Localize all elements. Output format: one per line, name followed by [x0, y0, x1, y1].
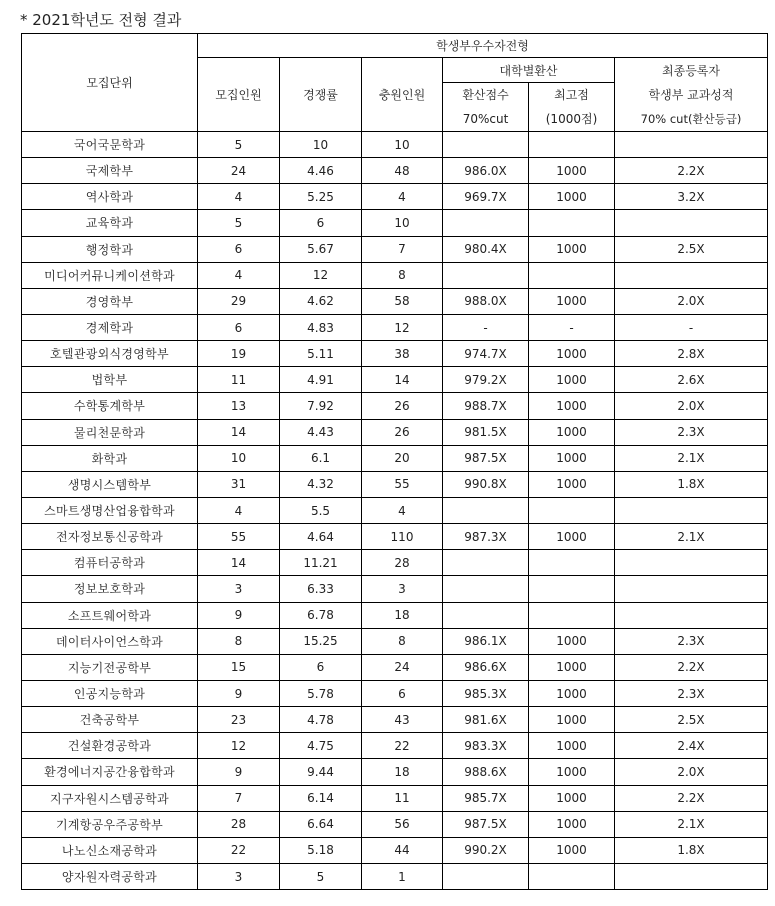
cell-unit: 소프트웨어학과	[22, 602, 198, 628]
cell-max-score: 1000	[529, 367, 615, 393]
cell-quota: 7	[198, 785, 280, 811]
cell-quota: 11	[198, 367, 280, 393]
cell-converted-score: 983.3X	[443, 733, 529, 759]
table-row	[22, 367, 768, 393]
cell-final-grade: 2.2X	[615, 158, 768, 184]
cell-competition: 12	[280, 262, 362, 288]
cell-competition: 5.18	[280, 837, 362, 863]
cell-additional: 110	[362, 524, 443, 550]
cell-unit: 역사학과	[22, 184, 198, 210]
cell-quota: 23	[198, 707, 280, 733]
cell-converted-score	[443, 132, 529, 158]
header-program: 학생부우수자전형	[198, 34, 768, 58]
cell-max-score: 1000	[529, 184, 615, 210]
cell-converted-score: 986.1X	[443, 628, 529, 654]
cell-max-score: 1000	[529, 471, 615, 497]
cell-competition: 4.83	[280, 314, 362, 340]
cell-additional: 7	[362, 236, 443, 262]
cell-final-grade: 3.2X	[615, 184, 768, 210]
table-row	[22, 236, 768, 262]
cell-final-grade: 2.3X	[615, 419, 768, 445]
cell-quota: 13	[198, 393, 280, 419]
cell-converted-score: 985.7X	[443, 785, 529, 811]
cell-quota: 5	[198, 210, 280, 236]
cell-competition: 4.46	[280, 158, 362, 184]
cell-converted-score: 987.5X	[443, 445, 529, 471]
cell-quota: 10	[198, 445, 280, 471]
cell-converted-score: 980.4X	[443, 236, 529, 262]
cell-max-score	[529, 210, 615, 236]
cell-final-grade	[615, 132, 768, 158]
cell-unit: 스마트생명산업융합학과	[22, 497, 198, 523]
cell-unit: 양자원자력공학과	[22, 863, 198, 889]
cell-final-grade: 2.3X	[615, 680, 768, 706]
cell-converted-score: 986.6X	[443, 654, 529, 680]
cell-unit: 나노신소재공학과	[22, 837, 198, 863]
table-row	[22, 628, 768, 654]
cell-converted-score	[443, 576, 529, 602]
cell-max-score: 1000	[529, 837, 615, 863]
cell-competition: 4.32	[280, 471, 362, 497]
cell-competition: 5.67	[280, 236, 362, 262]
cell-competition: 6.78	[280, 602, 362, 628]
cell-final-grade: 2.4X	[615, 733, 768, 759]
cell-max-score: -	[529, 314, 615, 340]
cell-max-score: 1000	[529, 811, 615, 837]
cell-competition: 15.25	[280, 628, 362, 654]
cell-max-score: 1000	[529, 524, 615, 550]
cell-converted-score: 988.0X	[443, 288, 529, 314]
cell-unit: 전자정보통신공학과	[22, 524, 198, 550]
cell-unit: 건설환경공학과	[22, 733, 198, 759]
cell-final-grade: 2.5X	[615, 707, 768, 733]
cell-converted-score: 987.5X	[443, 811, 529, 837]
cell-max-score: 1000	[529, 759, 615, 785]
cell-unit: 지구자원시스템공학과	[22, 785, 198, 811]
cell-converted-score: 974.7X	[443, 341, 529, 367]
table-row	[22, 759, 768, 785]
cell-max-score: 1000	[529, 393, 615, 419]
cell-converted-score: 987.3X	[443, 524, 529, 550]
cell-max-score: 1000	[529, 785, 615, 811]
cell-max-score: 1000	[529, 288, 615, 314]
cell-max-score: 1000	[529, 158, 615, 184]
cell-competition: 6	[280, 210, 362, 236]
cell-additional: 18	[362, 759, 443, 785]
cell-final-grade	[615, 863, 768, 889]
cell-final-grade	[615, 602, 768, 628]
cell-quota: 31	[198, 471, 280, 497]
cell-unit: 경제학과	[22, 314, 198, 340]
cell-quota: 8	[198, 628, 280, 654]
cell-competition: 4.75	[280, 733, 362, 759]
table-row	[22, 550, 768, 576]
table-row	[22, 733, 768, 759]
cell-competition: 5.78	[280, 680, 362, 706]
cell-additional: 10	[362, 210, 443, 236]
cell-additional: 18	[362, 602, 443, 628]
cell-converted-score: 988.6X	[443, 759, 529, 785]
table-row	[22, 497, 768, 523]
table-row	[22, 602, 768, 628]
header-final-line3: 70% cut(환산등급)	[640, 111, 742, 126]
cell-max-score	[529, 602, 615, 628]
cell-additional: 26	[362, 393, 443, 419]
cell-converted-score: 979.2X	[443, 367, 529, 393]
cell-quota: 55	[198, 524, 280, 550]
cell-final-grade: 2.1X	[615, 811, 768, 837]
cell-competition: 5	[280, 863, 362, 889]
cell-additional: 14	[362, 367, 443, 393]
table-row	[22, 158, 768, 184]
cell-competition: 4.91	[280, 367, 362, 393]
cell-converted-score: 969.7X	[443, 184, 529, 210]
page-title: * 2021학년도 전형 결과	[20, 11, 182, 29]
cell-converted-score	[443, 262, 529, 288]
cell-max-score: 1000	[529, 628, 615, 654]
cell-competition: 4.78	[280, 707, 362, 733]
table-row	[22, 184, 768, 210]
cell-additional: 8	[362, 628, 443, 654]
cell-quota: 19	[198, 341, 280, 367]
cell-final-grade: 2.2X	[615, 785, 768, 811]
table-row	[22, 863, 768, 889]
header-additional: 충원인원	[362, 58, 443, 132]
header-quota: 모집인원	[198, 58, 280, 132]
header-final-grade	[615, 58, 768, 132]
cell-quota: 4	[198, 262, 280, 288]
cell-quota: 5	[198, 132, 280, 158]
cell-final-grade: 1.8X	[615, 471, 768, 497]
cell-unit: 건축공학부	[22, 707, 198, 733]
table-row	[22, 471, 768, 497]
cell-unit: 국어국문학과	[22, 132, 198, 158]
cell-converted-score	[443, 210, 529, 236]
cell-final-grade: -	[615, 314, 768, 340]
cell-unit: 미디어커뮤니케이션학과	[22, 262, 198, 288]
cell-additional: 55	[362, 471, 443, 497]
table-row	[22, 393, 768, 419]
cell-final-grade	[615, 576, 768, 602]
table-row	[22, 288, 768, 314]
table-row	[22, 811, 768, 837]
cell-converted-score: 981.6X	[443, 707, 529, 733]
cell-competition: 5.25	[280, 184, 362, 210]
header-converted-score-line2: 70%cut	[462, 112, 509, 126]
cell-competition: 6.64	[280, 811, 362, 837]
cell-additional: 43	[362, 707, 443, 733]
cell-final-grade	[615, 262, 768, 288]
cell-additional: 6	[362, 680, 443, 706]
cell-quota: 22	[198, 837, 280, 863]
cell-quota: 6	[198, 314, 280, 340]
cell-unit: 물리천문학과	[22, 419, 198, 445]
cell-unit: 정보보호학과	[22, 576, 198, 602]
cell-competition: 4.43	[280, 419, 362, 445]
cell-additional: 58	[362, 288, 443, 314]
cell-unit: 법학부	[22, 367, 198, 393]
cell-additional: 12	[362, 314, 443, 340]
cell-max-score	[529, 132, 615, 158]
cell-final-grade: 2.2X	[615, 654, 768, 680]
cell-converted-score: 985.3X	[443, 680, 529, 706]
cell-max-score: 1000	[529, 707, 615, 733]
cell-max-score: 1000	[529, 654, 615, 680]
cell-converted-score: -	[443, 314, 529, 340]
table-row	[22, 419, 768, 445]
cell-unit: 컴퓨터공학과	[22, 550, 198, 576]
cell-additional: 56	[362, 811, 443, 837]
cell-max-score	[529, 497, 615, 523]
cell-max-score	[529, 550, 615, 576]
cell-additional: 10	[362, 132, 443, 158]
table-row	[22, 707, 768, 733]
header-max-score-line1: 최고점	[554, 88, 589, 102]
cell-additional: 3	[362, 576, 443, 602]
table-row	[22, 314, 768, 340]
header-converted-score-line1: 환산점수	[462, 88, 509, 102]
table-row	[22, 262, 768, 288]
cell-quota: 3	[198, 863, 280, 889]
cell-unit: 교육학과	[22, 210, 198, 236]
cell-max-score: 1000	[529, 341, 615, 367]
cell-additional: 26	[362, 419, 443, 445]
cell-quota: 4	[198, 497, 280, 523]
cell-additional: 48	[362, 158, 443, 184]
cell-max-score: 1000	[529, 445, 615, 471]
cell-quota: 9	[198, 759, 280, 785]
cell-final-grade	[615, 550, 768, 576]
cell-quota: 9	[198, 680, 280, 706]
cell-final-grade: 2.0X	[615, 759, 768, 785]
cell-max-score: 1000	[529, 680, 615, 706]
results-body	[22, 132, 768, 890]
cell-competition: 5.5	[280, 497, 362, 523]
cell-additional: 38	[362, 341, 443, 367]
cell-unit: 데이터사이언스학과	[22, 628, 198, 654]
cell-unit: 수학통계학부	[22, 393, 198, 419]
cell-unit: 지능기전공학부	[22, 654, 198, 680]
cell-final-grade: 2.1X	[615, 524, 768, 550]
cell-additional: 1	[362, 863, 443, 889]
cell-final-grade: 2.6X	[615, 367, 768, 393]
cell-competition: 6.1	[280, 445, 362, 471]
header-final-line1: 최종등록자	[662, 63, 720, 78]
cell-final-grade: 1.8X	[615, 837, 768, 863]
cell-final-grade: 2.5X	[615, 236, 768, 262]
cell-unit: 생명시스템학부	[22, 471, 198, 497]
cell-competition: 7.92	[280, 393, 362, 419]
cell-quota: 6	[198, 236, 280, 262]
cell-additional: 4	[362, 184, 443, 210]
cell-converted-score: 986.0X	[443, 158, 529, 184]
cell-converted-score	[443, 602, 529, 628]
cell-quota: 12	[198, 733, 280, 759]
cell-competition: 6.33	[280, 576, 362, 602]
cell-competition: 9.44	[280, 759, 362, 785]
header-final-line2: 학생부 교과성적	[648, 87, 734, 102]
header-max-score	[529, 83, 615, 132]
cell-quota: 3	[198, 576, 280, 602]
table-row	[22, 785, 768, 811]
cell-converted-score: 990.2X	[443, 837, 529, 863]
cell-max-score	[529, 576, 615, 602]
cell-quota: 9	[198, 602, 280, 628]
cell-unit: 기계항공우주공학부	[22, 811, 198, 837]
cell-final-grade: 2.0X	[615, 393, 768, 419]
cell-quota: 14	[198, 419, 280, 445]
table-row	[22, 837, 768, 863]
cell-converted-score: 988.7X	[443, 393, 529, 419]
table-row	[22, 654, 768, 680]
header-unit: 모집단위	[22, 34, 198, 132]
cell-unit: 호텔관광외식경영학부	[22, 341, 198, 367]
cell-additional: 44	[362, 837, 443, 863]
header-univ-conversion: 대학별환산	[443, 58, 615, 83]
table-row	[22, 210, 768, 236]
cell-unit: 화학과	[22, 445, 198, 471]
cell-max-score	[529, 262, 615, 288]
cell-max-score: 1000	[529, 419, 615, 445]
cell-converted-score: 990.8X	[443, 471, 529, 497]
cell-competition: 5.11	[280, 341, 362, 367]
cell-final-grade: 2.1X	[615, 445, 768, 471]
cell-quota: 24	[198, 158, 280, 184]
cell-quota: 29	[198, 288, 280, 314]
cell-unit: 행정학과	[22, 236, 198, 262]
table-row	[22, 524, 768, 550]
header-competition: 경쟁률	[280, 58, 362, 132]
cell-max-score	[529, 863, 615, 889]
cell-additional: 11	[362, 785, 443, 811]
cell-unit: 경영학부	[22, 288, 198, 314]
cell-max-score: 1000	[529, 733, 615, 759]
cell-competition: 11.21	[280, 550, 362, 576]
cell-competition: 6	[280, 654, 362, 680]
table-row	[22, 132, 768, 158]
cell-additional: 24	[362, 654, 443, 680]
cell-converted-score	[443, 550, 529, 576]
cell-competition: 10	[280, 132, 362, 158]
admission-results-table	[21, 33, 768, 890]
cell-competition: 4.64	[280, 524, 362, 550]
cell-converted-score	[443, 863, 529, 889]
cell-quota: 4	[198, 184, 280, 210]
cell-additional: 4	[362, 497, 443, 523]
table-row	[22, 341, 768, 367]
cell-additional: 20	[362, 445, 443, 471]
cell-competition: 6.14	[280, 785, 362, 811]
cell-converted-score: 981.5X	[443, 419, 529, 445]
header-max-score-line2: (1000점)	[545, 112, 598, 126]
cell-unit: 국제학부	[22, 158, 198, 184]
cell-competition: 4.62	[280, 288, 362, 314]
table-row	[22, 445, 768, 471]
cell-quota: 14	[198, 550, 280, 576]
cell-unit: 환경에너지공간융합학과	[22, 759, 198, 785]
table-row	[22, 680, 768, 706]
cell-quota: 15	[198, 654, 280, 680]
cell-additional: 8	[362, 262, 443, 288]
cell-quota: 28	[198, 811, 280, 837]
cell-converted-score	[443, 497, 529, 523]
cell-final-grade	[615, 497, 768, 523]
cell-max-score: 1000	[529, 236, 615, 262]
cell-additional: 28	[362, 550, 443, 576]
cell-final-grade: 2.8X	[615, 341, 768, 367]
cell-final-grade	[615, 210, 768, 236]
table-row	[22, 576, 768, 602]
header-converted-score	[443, 83, 529, 132]
cell-unit: 인공지능학과	[22, 680, 198, 706]
cell-final-grade: 2.0X	[615, 288, 768, 314]
cell-final-grade: 2.3X	[615, 628, 768, 654]
cell-additional: 22	[362, 733, 443, 759]
